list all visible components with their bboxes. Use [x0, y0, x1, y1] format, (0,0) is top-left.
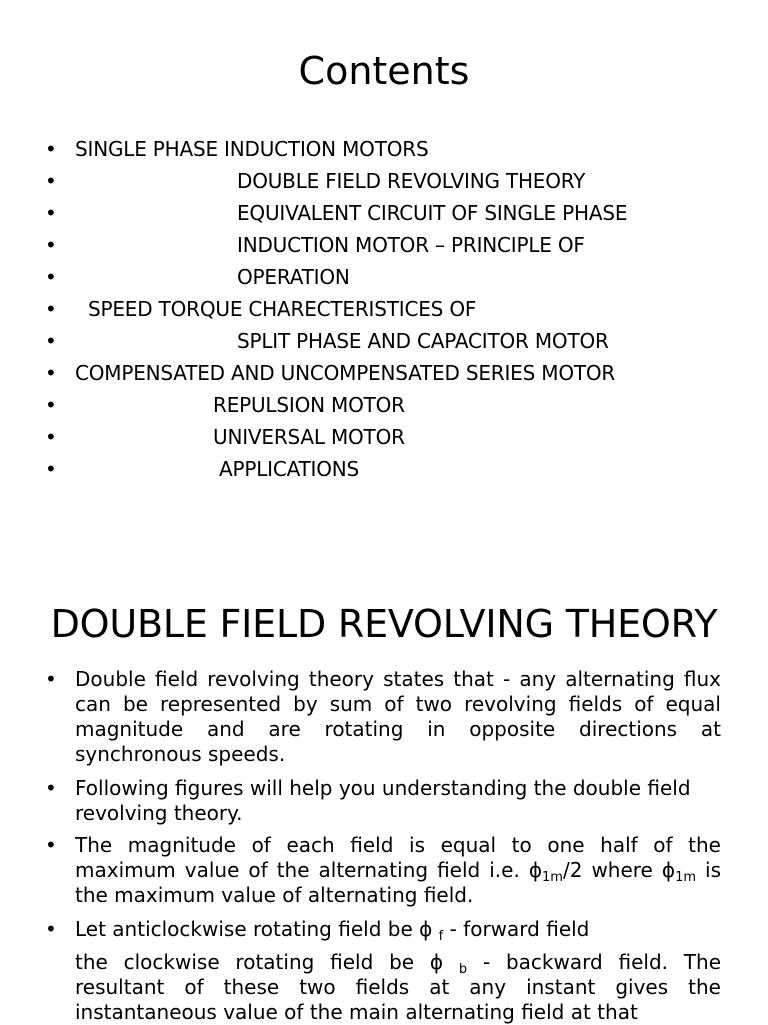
- bullet: •: [45, 361, 57, 385]
- list-item: [0, 325, 768, 357]
- bullet: •: [45, 425, 57, 449]
- subscript: f: [438, 929, 444, 944]
- list-item: [0, 133, 768, 165]
- list-item-label: REPULSION MOTOR: [213, 393, 405, 417]
- bullet: •: [45, 917, 57, 941]
- list-item-label: INDUCTION MOTOR – PRINCIPLE OF: [237, 233, 585, 257]
- contents-slide: [0, 0, 768, 512]
- bullet: •: [45, 776, 57, 800]
- paragraph: [75, 950, 721, 1025]
- bullet: •: [45, 457, 57, 481]
- list-item: [0, 293, 768, 325]
- bullet: •: [45, 233, 57, 257]
- text: the clockwise rotating field be: [75, 950, 430, 974]
- list-item-label: COMPENSATED AND UNCOMPENSATED SERIES MOTOR: [75, 361, 616, 385]
- text: - forward field: [443, 917, 590, 941]
- list-item-label: OPERATION: [237, 265, 350, 289]
- bullet: •: [45, 201, 57, 225]
- list-item-label: EQUIVALENT CIRCUIT OF SINGLE PHASE: [237, 201, 628, 225]
- list-item: [0, 389, 768, 421]
- list-item: [0, 357, 768, 389]
- list-item: [0, 261, 768, 293]
- theory-slide: [0, 512, 768, 1024]
- phi-symbol: ϕ: [661, 858, 676, 882]
- bullet: •: [45, 833, 57, 857]
- list-item: [0, 229, 768, 261]
- text: /2 where: [562, 858, 662, 882]
- text: The magnitude of each field is equal to one half of the maximum value of the alternating field i.e.: [75, 833, 721, 882]
- list-item-label: DOUBLE FIELD REVOLVING THEORY: [237, 169, 586, 193]
- list-item: [0, 453, 768, 485]
- list-item: [0, 421, 768, 453]
- paragraph: [75, 833, 721, 908]
- list-item-label: APPLICATIONS: [219, 457, 360, 481]
- subscript: 1m: [542, 870, 563, 885]
- phi-symbol: ϕ: [429, 950, 444, 974]
- list-item: [0, 165, 768, 197]
- list-item-label: SPEED TORQUE CHARECTERISTICES OF: [88, 297, 477, 321]
- text: is the maximum value of alternating field.: [75, 858, 721, 907]
- slide-title: Contents: [298, 49, 470, 93]
- list-item-label: SINGLE PHASE INDUCTION MOTORS: [75, 137, 429, 161]
- bullet: •: [45, 169, 57, 193]
- bullet: •: [45, 297, 57, 321]
- paragraph: [75, 917, 721, 942]
- text: - backward field. The resultant of these two fields at any instant gives the instantaneous value of the main alternating field at that: [75, 950, 721, 1024]
- list-item-label: UNIVERSAL MOTOR: [213, 425, 405, 449]
- subscript: 1m: [675, 870, 697, 885]
- text: Let anticlockwise rotating field be: [75, 917, 420, 941]
- contents-list: [0, 0, 768, 512]
- bullet: •: [45, 329, 57, 353]
- list-item-label: SPLIT PHASE AND CAPACITOR MOTOR: [237, 329, 609, 353]
- list-item: [0, 197, 768, 229]
- slide-title: DOUBLE FIELD REVOLVING THEORY: [50, 602, 718, 646]
- theory-points: [0, 512, 768, 1024]
- paragraph: Double field revolving theory states that - any alternating flux can be represented by sum of two revolving fields of equal magnitude and are rotating in opposite directions at synchronous speeds.: [75, 667, 721, 766]
- bullet: •: [45, 667, 57, 691]
- bullet: •: [45, 137, 57, 161]
- phi-symbol: ϕ: [419, 917, 433, 941]
- subscript: b: [458, 962, 468, 977]
- bullet: •: [45, 393, 57, 417]
- bullet: •: [45, 265, 57, 289]
- paragraph: Following figures will help you understanding the double field revolving theory.: [75, 776, 691, 825]
- phi-symbol: ϕ: [528, 858, 543, 882]
